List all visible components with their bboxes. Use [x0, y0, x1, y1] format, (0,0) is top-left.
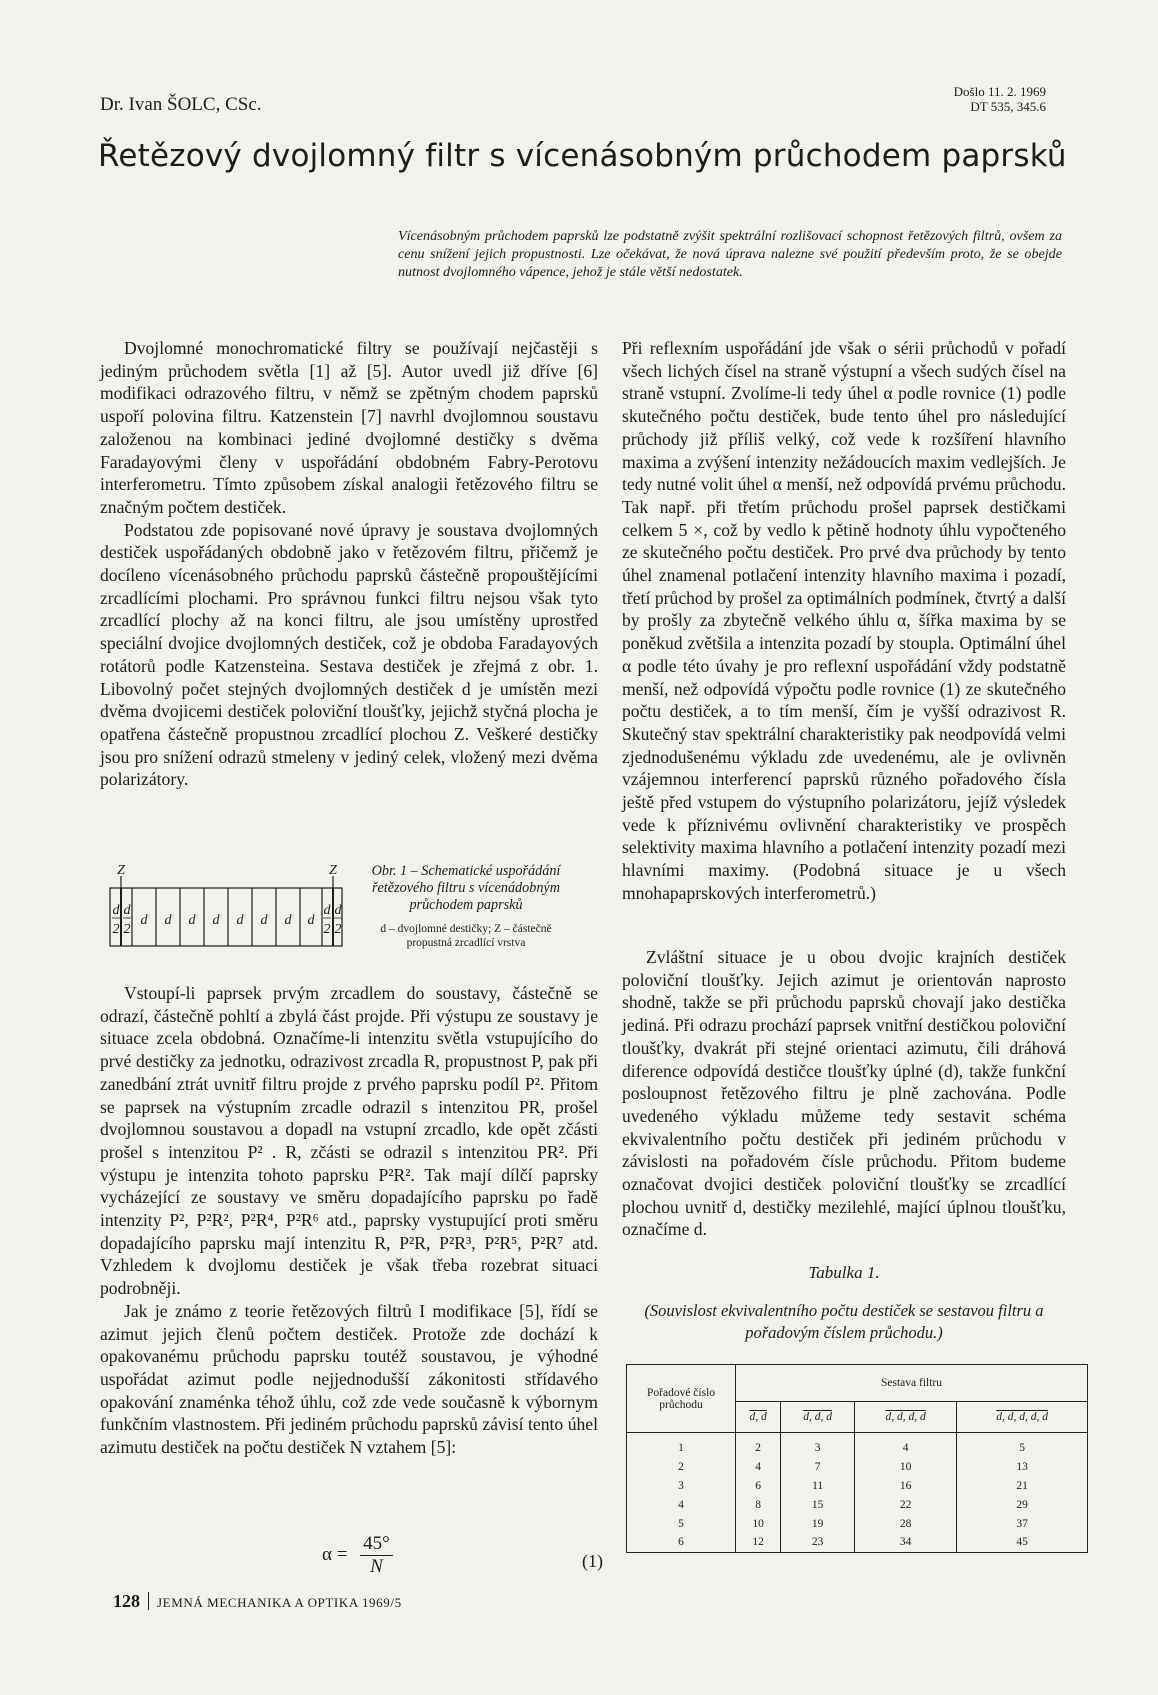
- paragraph: Dvojlomné monochromatické filtry se používají nejčastěji s jediným průchodem světla [1] až [5]. Autor uvedl již dříve [6] modifikaci odrazového filtru, v němž se zpětným chodem paprsků uspoří polovina filtru. Katzenstein [7] navrhl dvojlomnou soustavu založenou na kombinaci jediné dvojlomné destičky s dvěma Faradayovými členy v uspořádání obdobném Fabry-Perotovu interferometru. Tímto způsobem získal analogii řetězového filtru se značným počtem destiček.: [100, 338, 598, 517]
- received-date: Došlo 11. 2. 1969: [953, 84, 1046, 99]
- plate-label: d: [284, 913, 292, 928]
- table-cell: 11: [781, 1477, 855, 1496]
- table-cell: 23: [781, 1533, 855, 1552]
- plate-label: d: [212, 913, 220, 928]
- paragraph: Při reflexním uspořádání jde však o sérii průchodů v pořadí všech lichých čísel na straně výstupní a všech sudých čísel na straně vstupní. Zvolíme-li tedy úhel α podle rovnice (1) podle skutečného počtu destiček, bude tento úhel pro následující průchody již příliš velký, což vede k rozšíření hlavního maxima a zvýšení intenzity nežádoucích maxim vedlejších. Je tedy nutné volit úhel α menší, než odpovídá prvému průchodu. Tak např. při třetím průchodu prošel paprsek destičkami celkem 5 ×, což by vedlo k pětině hodnoty úhlu vypočteného ze skutečného počtu destiček. Pro prvé dva průchody by tento úhel znamenal potlačení intenzity hlavního maxima i pozadí, třetí průchod by prošel za optimálních podmínek, čtvrtý a další by prošly za zbytečně velkého úhlu α, šířka maxima by se poněkud zvětšila a intenzita pozadí by stoupla. Optimální úhel α podle této úvahy je pro reflexní uspořádání vždy podstatně menší, než odpovídá výpočtu podle rovnice (1) ze skutečného počtu destiček, a to tím menší, čím je vyšší odrazivost R. Skutečný stav spektrální charakteristiky pak neodpovídá velmi zjednodušenému výkladu zde uvedenému, ale je ovlivněn vzájemnou interferencí paprsků různého pořadového čísla ještě před vstupem do výstupního polarizátoru, jejíž výsledek vede k příznivému ovlivnění charakteristiky ve prospěch selektivity maxima hlavního a potlačení intenzity pozadí mezi hlavními maximy. (Podobná situace je u všech mnohapaprskových interferometrů.): [622, 338, 1066, 903]
- table-cell: 4: [854, 1433, 956, 1458]
- table-cell: 7: [781, 1458, 855, 1477]
- left-column-bottom: [100, 982, 598, 1459]
- equation-denominator: N: [370, 1556, 383, 1577]
- paragraph: Zvláštní situace je u obou dvojic krajních destiček poloviční tloušťky. Jejich azimut je orientován naprosto shodně, takže se při průchodu paprsků chovají jako destička jediná. Při odrazu prochází paprsek vnitřní destičkou poloviční tloušťky, dvakrát při stejné orientaci azimutu, čili dráhová diference odpovídá destičce tloušťky úplné (d), takže funkční posloupnost řetězového filtru je plně zachována. Podle uvedeného výkladu můžeme tedy sestavit schéma ekvivalentního počtu destiček při jediném průchodu v závislosti na pořadovém čísle průchodu. Přitom budeme označovat dvojici destiček poloviční tloušťky se zrcadlící plochou uvnitř d, destičky mezilehlé, mající úplnou tloušťku, označíme d.: [622, 947, 1066, 1240]
- table-cell: 21: [957, 1477, 1088, 1496]
- right-column-top: [622, 337, 1066, 905]
- table-cell: 19: [781, 1514, 855, 1533]
- table-description: (Souvislost ekvivalentního počtu destiček se sestavou filtru a pořadovým číslem průchodu.): [644, 1301, 1044, 1342]
- table-cell: 10: [736, 1514, 781, 1533]
- half-plate-label: d: [323, 903, 331, 918]
- plate-label: d: [236, 913, 244, 928]
- table-cell: 29: [957, 1495, 1088, 1514]
- paragraph: Podstatou zde popisované nové úpravy je soustava dvojlomných destiček uspořádaných obdobně jako v řetězovém filtru, přičemž je docíleno vícenásobného průchodu paprsků částečně propouštějícími zrcadlícími plochami. Pro správnou funkci filtru nejsou však tyto zrcadlící plochy až na konci filtru, ale jsou umístěny uprostřed speciální dvojice dvojlomných destiček, což je obdoba Faradayových rotátorů podle Katzensteina. Sestava destiček je zřejmá z obr. 1. Libovolný počet stejných dvojlomných destiček d je umístěn mezi dvěma dvojicemi destiček poloviční tloušťky, jejichž styčná plocha je opatřena částečně propustnou zrcadlící plochou Z. Veškeré destičky jsou pro snížení odrazů stmeleny v jediný celek, vložený mezi dvěma polarizátory.: [100, 519, 598, 790]
- author: Dr. Ivan ŠOLC, CSc.: [100, 94, 262, 115]
- half-plate-denominator: 2: [334, 922, 342, 937]
- table-row: [627, 1433, 1088, 1458]
- table-cell: 12: [736, 1533, 781, 1552]
- equation-number: (1): [582, 1551, 603, 1571]
- plate-label: d: [307, 913, 315, 928]
- received-info: [954, 84, 1046, 114]
- table-cell: 15: [781, 1495, 855, 1514]
- figure-1: [108, 864, 352, 960]
- table-cell: 22: [854, 1495, 956, 1514]
- group-header: Sestava filtru: [736, 1365, 1088, 1402]
- half-plate-denominator: 2: [123, 922, 131, 937]
- table-cell: 28: [854, 1514, 956, 1533]
- udc-code: DT 535, 345.6: [970, 99, 1046, 114]
- column-header: d, d, d, d: [854, 1402, 956, 1433]
- equation-lhs: α =: [322, 1543, 348, 1565]
- table-row: [627, 1514, 1088, 1533]
- table-cell: 3: [781, 1433, 855, 1458]
- page-number: 128: [113, 1591, 140, 1611]
- article-title: Řetězový dvojlomný filtr s vícenásobným průchodem paprsků: [98, 138, 1067, 174]
- table-cell: 37: [957, 1514, 1088, 1533]
- row-header: Pořadové číslo průchodu: [627, 1365, 736, 1433]
- equation-numerator: 45°: [360, 1533, 393, 1556]
- table-cell: 5: [627, 1514, 736, 1533]
- half-plate-denominator: 2: [112, 922, 120, 937]
- table-cell: 5: [957, 1433, 1088, 1458]
- half-plate-label: d: [112, 903, 120, 918]
- table-cell: 1: [627, 1433, 736, 1458]
- table-cell: 3: [627, 1477, 736, 1496]
- table-cell: 2: [736, 1433, 781, 1458]
- paragraph: Jak je známo z teorie řetězových filtrů I modifikace [5], řídí se azimut jejich členů počtem destiček. Protože zde dochází k opakovanému průchodu paprsku toutéž soustavou, je výhodné uspořádat azimut podle nejjednodušší zákonitosti střídavého opakování znaménka téhož úhlu, což zde vede současně k výbornym funkčním vlastnostem. Při jediném průchodu paprsků závisí tento úhel azimutu destiček na počtu destiček N vztahem [5]:: [100, 1300, 598, 1458]
- mirror-label-right: Z: [329, 864, 337, 878]
- table-cell: 6: [736, 1477, 781, 1496]
- abstract: Vícenásobným průchodem paprsků lze podstatně zvýšit spektrální rozlišovací schopnost řetězových filtrů, ovšem za cenu snížení jejich propustnosti. Lze očekávat, že nová úprava nalezne své použití především proto, že se obejde nutnost dvojlomného vápence, jehož je stále větší nedostatek.: [398, 228, 1062, 280]
- table-cell: 4: [736, 1458, 781, 1477]
- table-cell: 13: [957, 1458, 1088, 1477]
- table-cell: 45: [957, 1533, 1088, 1552]
- page-footer: [113, 1591, 402, 1612]
- right-column-bottom: [622, 946, 1066, 1241]
- table-cell: 2: [627, 1458, 736, 1477]
- table-1: [626, 1364, 1088, 1553]
- column-header: d, d, d: [781, 1402, 855, 1433]
- table-cell: 8: [736, 1495, 781, 1514]
- table-cell: 16: [854, 1477, 956, 1496]
- half-plate-label: d: [123, 903, 131, 918]
- figure-legend: d – dvojlomné destičky; Z – částečně propustná zrcadlící vrstva: [380, 923, 552, 949]
- table-row: [627, 1495, 1088, 1514]
- mirror-label-left: Z: [117, 864, 125, 878]
- filter-schematic: [108, 864, 352, 960]
- equation-1: [322, 1533, 393, 1578]
- table-row: [627, 1477, 1088, 1496]
- table-row: [627, 1458, 1088, 1477]
- plate-label: d: [260, 913, 268, 928]
- plate-label: d: [164, 913, 172, 928]
- left-column-top: [100, 337, 598, 791]
- table-row: [627, 1533, 1088, 1552]
- footer-divider: [148, 1592, 149, 1610]
- plate-label: d: [188, 913, 196, 928]
- column-header: d, d: [736, 1402, 781, 1433]
- table-cell: 4: [627, 1495, 736, 1514]
- table-title: Tabulka 1.: [808, 1263, 880, 1282]
- column-header: d, d, d, d, d: [957, 1402, 1088, 1433]
- plate-label: d: [140, 913, 148, 928]
- half-plate-denominator: 2: [323, 922, 331, 937]
- figure-caption: Obr. 1 – Schematické uspořádání řetězového filtru s vícenádobným průchodem paprsků: [371, 863, 561, 913]
- half-plate-label: d: [334, 903, 342, 918]
- paragraph: Vstoupí-li paprsek prvým zrcadlem do soustavy, částečně se odrazí, částečně pohltí a zbylá část projde. Při výstupu ze soustavy je situace zcela obdobná. Označíme-li intenzitu světla vstupujícího do prvé destičky za jednotku, odrazivost zrcadla R, propustnost P, pak při zanedbání ztrát uvnitř filtru projde z prvého paprsku podíl P². Přitom se paprsek na výstupním zrcadle odrazil s intenzitou PR, prošel dvojlomnou soustavou a dopadl na vstupní zrcadlo, kde opět zčásti prošel s intenzitou P² . R, zčásti se odrazil s intenzitou PR². Při výstupu je intenzita tohoto paprsku P²R². Tak mají dílčí paprsky vycházející ze soustavy ve směru dopadajícího paprsku po řadě intenzity P², P²R², P²R⁴, P²R⁶ atd., paprsky vystupující proti směru dopadajícího paprsku mají intenzitu R, P²R, P²R³, P²R⁵, P²R⁷ atd. Vzhledem k dvojlomu destiček je však třeba rozebrat situaci podrobněji.: [100, 983, 598, 1299]
- table-cell: 34: [854, 1533, 956, 1552]
- journal-name: JEMNÁ MECHANIKA A OPTIKA 1969/5: [157, 1595, 402, 1610]
- table-cell: 6: [627, 1533, 736, 1552]
- equation-fraction: [360, 1533, 393, 1578]
- table-cell: 10: [854, 1458, 956, 1477]
